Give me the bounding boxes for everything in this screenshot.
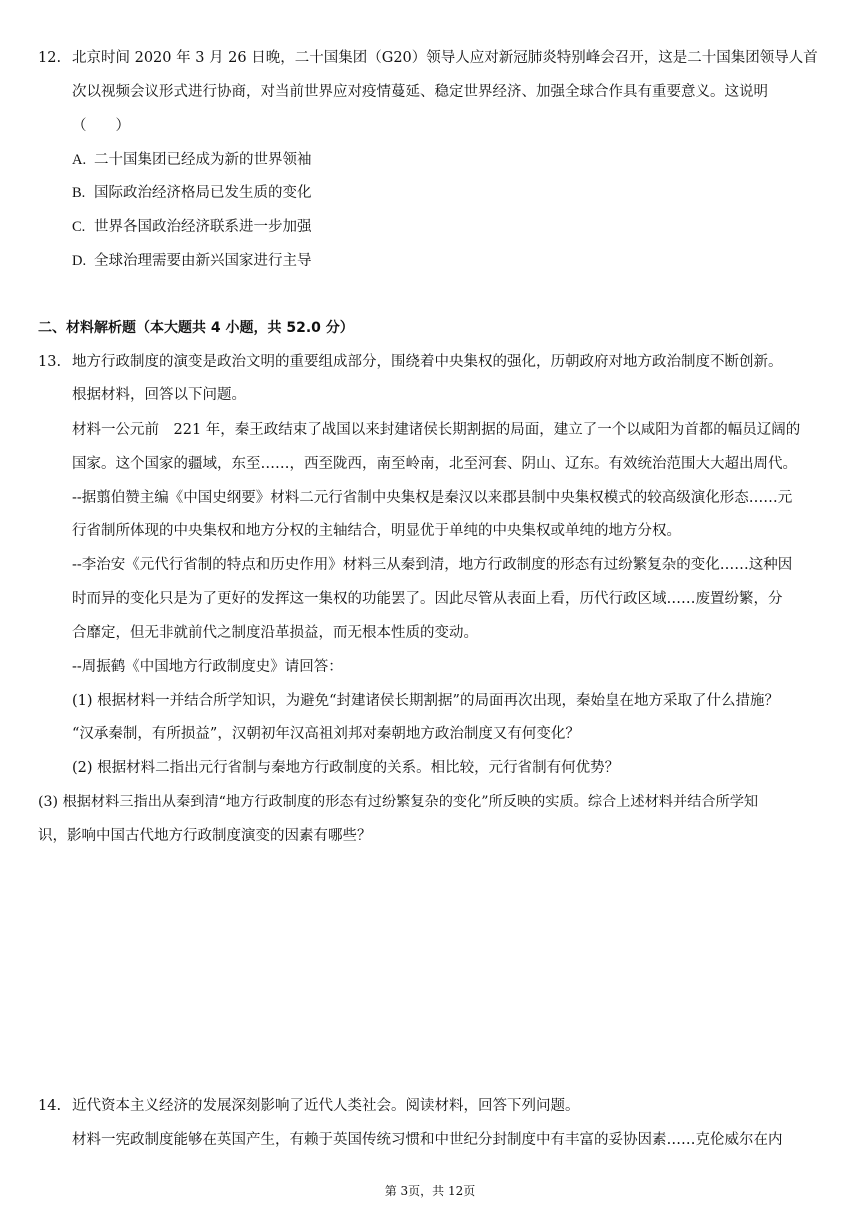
question-13-line: 国家。这个国家的疆域，东至……，西至陇西，南至岭南，北至河套、阴山、辽东。有效统治范围大大超出周代。 (72, 456, 797, 472)
question-12-answer-blank: （ ） (72, 118, 130, 134)
question-12-number: 12. (38, 50, 62, 66)
option-a-text: 二十国集团已经成为新的世界领袖 (94, 152, 312, 168)
option-c-text: 世界各国政治经济联系进一步加强 (94, 219, 312, 235)
question-13-subquestion-1-cont: “汉承秦制，有所损益”，汉朝初年汉高祖刘邦对秦朝地方政治制度又有何变化？ (72, 726, 580, 742)
option-a (72, 150, 312, 170)
question-13-line: 根据材料，回答以下问题。 (72, 387, 246, 403)
question-13-line: --据翦伯赞主编《中国史纲要》材料二元行省制中央集权是秦汉以来郡县制中央集权模式的较高级演化形态……元 (72, 490, 793, 506)
option-d-text: 全球治理需要由新兴国家进行主导 (94, 253, 312, 269)
question-13-line: 材料一公元前 221 年，秦王政结束了战国以来封建诸侯长期割据的局面，建立了一个以咸阳为首都的幅员辽阔的 (72, 422, 801, 438)
question-13-subquestion-3-cont: 识，影响中国古代地方行政制度演变的因素有哪些？ (38, 828, 372, 844)
option-d-letter: D. (72, 253, 87, 269)
question-13-line: 时而异的变化只是为了更好的发挥这一集权的功能罢了。因此尽管从表面上看，历代行政区域……废置纷繁，分 (72, 591, 783, 607)
question-12-text-line-2: 次以视频会议形式进行协商，对当前世界应对疫情蔓延、稳定世界经济、加强全球合作具有重要意义。这说明 (72, 84, 768, 100)
question-13-line: --周振鹤《中国地方行政制度史》请回答： (72, 659, 343, 675)
question-13-subquestion-2: (2) 根据材料二指出元行省制与秦地方行政制度的关系。相比较，元行省制有何优势？ (72, 760, 620, 776)
question-13-line: 合靡定，但无非就前代之制度沿革损益，而无根本性质的变动。 (72, 625, 478, 641)
question-13-line: 行省制所体现的中央集权和地方分权的主轴结合，明显优于单纯的中央集权或单纯的地方分权。 (72, 523, 681, 539)
page-footer: 第 3页，共 12页 (384, 1184, 476, 1198)
question-13-number: 13. (38, 354, 62, 370)
option-a-letter: A. (72, 152, 87, 168)
option-b-letter: B. (72, 185, 86, 201)
question-13-subquestion-3: (3) 根据材料三指出从秦到清“地方行政制度的形态有过纷繁复杂的变化”所反映的实质。综合上述材料并结合所学知 (38, 794, 759, 810)
option-c-letter: C. (72, 219, 86, 235)
question-13-line: 地方行政制度的演变是政治文明的重要组成部分，围绕着中央集权的强化，历朝政府对地方政治制度不断创新。 (72, 354, 783, 370)
question-12-text-line-1: 北京时间 2020 年 3 月 26 日晚，二十国集团（G20）领导人应对新冠肺炎特别峰会召开，这是二十国集团领导人首 (72, 50, 818, 66)
option-b (72, 183, 312, 203)
question-13-subquestion-1: (1) 根据材料一并结合所学知识，为避免“封建诸侯长期割据”的局面再次出现，秦始皇在地方采取了什么措施？ (72, 693, 779, 709)
question-14-line: 材料一宪政制度能够在英国产生，有赖于英国传统习惯和中世纪分封制度中有丰富的妥协因素……克伦威尔在内 (72, 1132, 783, 1148)
question-13-line: --李治安《元代行省制的特点和历史作用》材料三从秦到清，地方行政制度的形态有过纷繁复杂的变化……这种因 (72, 557, 793, 573)
question-14-line: 近代资本主义经济的发展深刻影响了近代人类社会。阅读材料，回答下列问题。 (72, 1098, 580, 1114)
option-b-text: 国际政治经济格局已发生质的变化 (94, 185, 312, 201)
option-c (72, 217, 312, 237)
section-heading: 二、材料解析题（本大题共 4 小题，共 52.0 分） (38, 320, 354, 336)
question-14-number: 14. (38, 1098, 62, 1114)
option-d (72, 251, 312, 271)
